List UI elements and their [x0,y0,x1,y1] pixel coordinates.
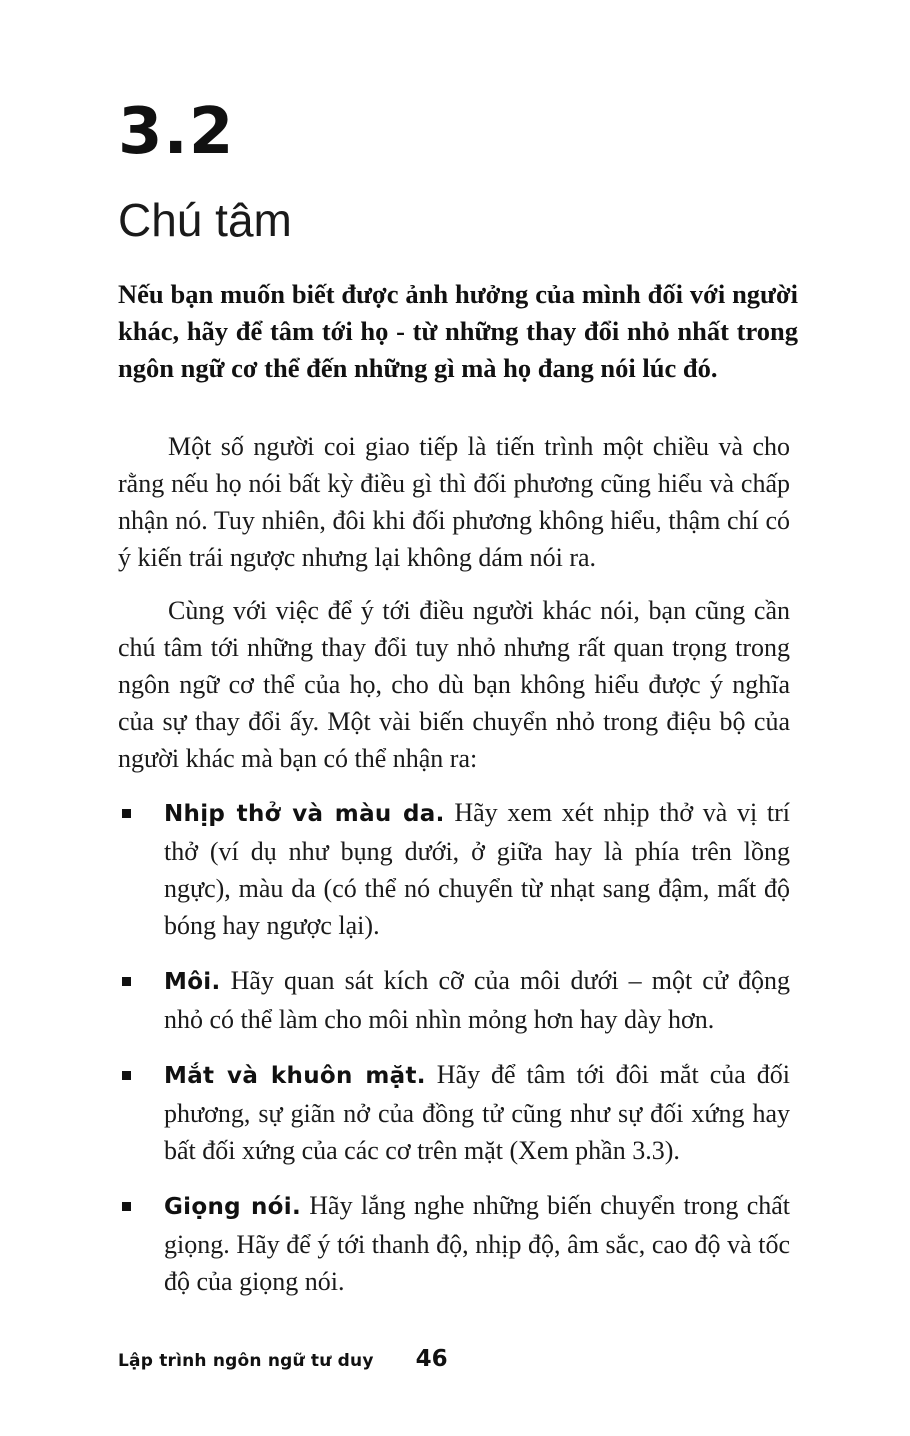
page-number: 46 [415,1346,448,1372]
square-bullet-icon [122,1202,131,1211]
page-footer [118,1346,448,1380]
square-bullet-icon [122,977,131,986]
bullet-text: Hãy quan sát kích cỡ của môi dưới – một cử động nhỏ có thể làm cho môi nhìn mỏng hơn hay dày hơn. [164,966,790,1034]
bullet-list [118,794,790,1318]
square-bullet-icon [122,809,131,818]
bullet-item-lips [118,962,790,1038]
body-paragraph-2: Cùng với việc để ý tới điều người khác nói, bạn cũng cần chú tâm tới những thay đổi tuy nhỏ nhưng rất quan trọng trong ngôn ngữ cơ thể của họ, cho dù bạn không hiểu được ý nghĩa của sự thay đổi ấy. Một vài biến chuyển nhỏ trong điệu bộ của người khác mà bạn có thể nhận ra: [118,596,790,773]
body-paragraph-1: Một số người coi giao tiếp là tiến trình một chiều và cho rằng nếu họ nói bất kỳ điều gì thì đối phương cũng hiểu và chấp nhận nó. Tuy nhiên, đôi khi đối phương không hiểu, thậm chí có ý kiến trái ngược nhưng lại không dám nói ra. [118,432,790,572]
bullet-text: Hãy lắng nghe những biến chuyển trong chất giọng. Hãy để ý tới thanh độ, nhịp độ, âm sắc, cao độ và tốc độ của giọng nói. [164,1191,790,1296]
footer-book-title: Lập trình ngôn ngữ tư duy [118,1351,374,1371]
section-number: 3.2 [118,95,235,169]
bullet-item-breathing [118,794,790,944]
bullet-term: Mắt và khuôn mặt. [164,1063,426,1089]
bullet-text: Hãy để tâm tới đôi mắt của đối phương, sự giãn nở của đồng tử cũng như sự đối xứng hay bất đối xứng của các cơ trên mặt (Xem phần 3.3). [164,1060,790,1165]
bullet-term: Nhịp thở và màu da. [164,801,445,827]
lead-paragraph: Nếu bạn muốn biết được ảnh hưởng của mình đối với người khác, hãy để tâm tới họ - từ những thay đổi nhỏ nhất trong ngôn ngữ cơ thể đến những gì mà họ đang nói lúc đó. [118,279,798,383]
square-bullet-icon [122,1071,131,1080]
section-title: Chú tâm [118,194,292,246]
bullet-item-eyes-face [118,1056,790,1169]
bullet-term: Môi. [164,969,221,995]
bullet-text: Hãy xem xét nhịp thở và vị trí thở (ví dụ như bụng dưới, ở giữa hay là phía trên lồng ngực), màu da (có thể nó chuyển từ nhạt sang đậm, mất độ bóng hay ngược lại). [164,798,790,940]
bullet-item-voice [118,1187,790,1300]
bullet-term: Giọng nói. [164,1194,301,1220]
